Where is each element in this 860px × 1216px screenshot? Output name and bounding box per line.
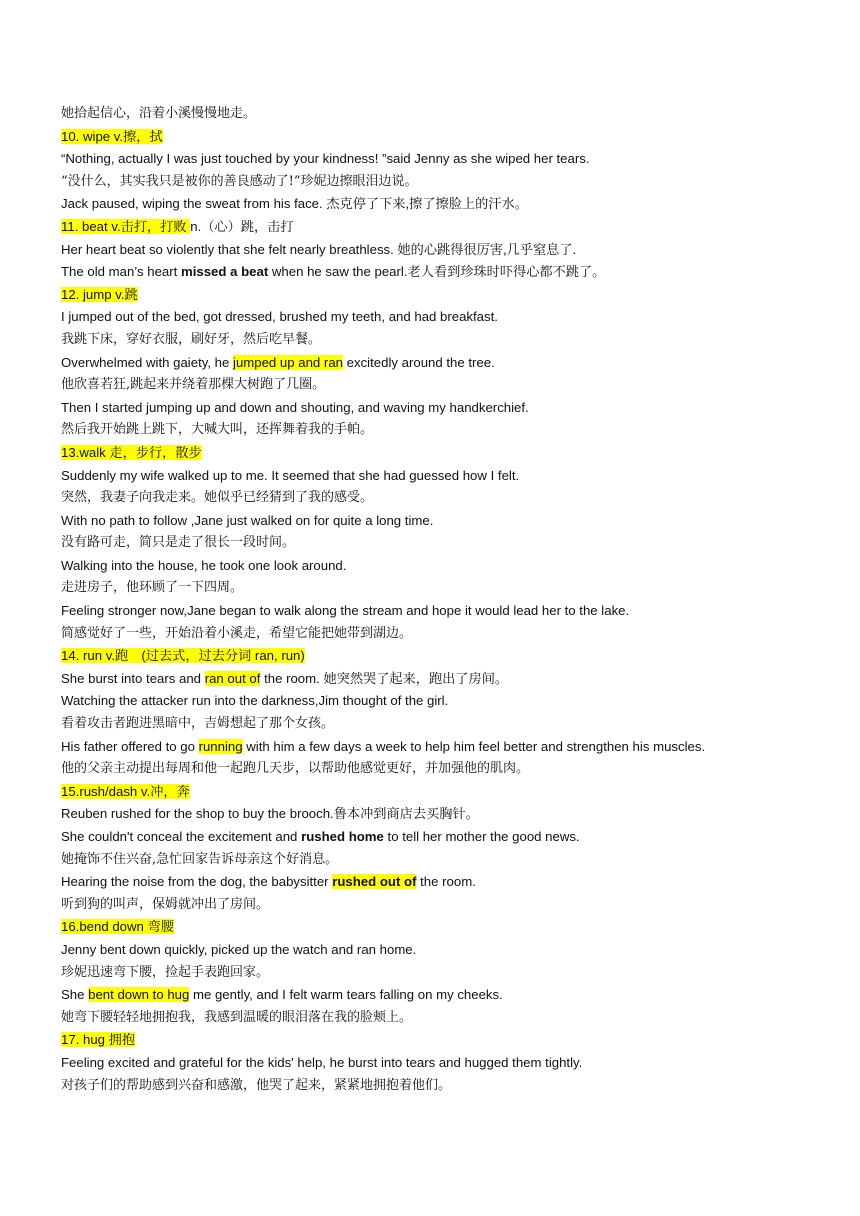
text-run: Suddenly my wife walked up to me. It seemed that she had guessed how I felt. xyxy=(61,467,520,483)
text-line xyxy=(61,510,851,533)
text-line xyxy=(61,668,851,691)
text-run: 她掩饰不住兴奋,急忙回家告诉母亲这个好消息。 xyxy=(61,851,339,867)
text-run: “没什么，其实我只是被你的善良感动了!”珍妮边擦眼泪边说。 xyxy=(61,173,418,189)
text-run: Watching the attacker run into the darkness,Jim thought of the girl. xyxy=(61,693,449,709)
text-run: She couldn't conceal the excitement and xyxy=(61,829,302,844)
text-run: n.（心）跳，击打 xyxy=(190,218,294,234)
text-line xyxy=(61,487,851,510)
text-line xyxy=(61,962,851,985)
highlighted-text: 12. jump v.跳 xyxy=(61,286,138,302)
text-run: Overwhelmed with gaiety, he xyxy=(61,354,234,370)
text-line xyxy=(61,532,851,555)
text-run: Feeling excited and grateful for the kids' help, he burst into tears and hugged them tightly. xyxy=(61,1054,583,1070)
text-line xyxy=(61,984,851,1007)
text-run: 他欣喜若狂,跳起来并绕着那棵大树跑了几圈。 xyxy=(61,377,326,393)
text-line xyxy=(61,1075,851,1098)
highlighted-text: 14. run v.跑 (过去式，过去分词 ran, run) xyxy=(61,648,305,664)
text-line xyxy=(61,1052,851,1075)
text-line xyxy=(61,216,851,239)
text-line xyxy=(61,623,851,646)
text-line xyxy=(61,894,851,917)
text-line xyxy=(61,419,851,442)
text-line xyxy=(61,736,851,759)
text-line xyxy=(61,261,851,284)
text-line xyxy=(61,239,851,262)
text-run: 听到狗的叫声，保姆就冲出了房间。 xyxy=(61,896,270,912)
bold-text: rushed home xyxy=(301,829,384,844)
text-run: Her heart beat so violently that she felt nearly breathless. 她的心跳得很厉害,几乎窒息了. xyxy=(61,241,577,257)
text-run: Reuben rushed for the shop to buy the brooch.鲁本冲到商店去买胸针。 xyxy=(61,806,479,822)
text-line xyxy=(61,103,851,126)
text-line xyxy=(61,1007,851,1030)
highlighted-text: 16.bend down 弯腰 xyxy=(61,919,174,935)
text-run: The old man’s heart xyxy=(61,264,181,280)
text-run: 简感觉好了一些，开始沿着小溪走，希望它能把她带到湖边。 xyxy=(61,625,413,641)
highlighted-text: 13.walk 走，步行，散步 xyxy=(61,444,202,460)
text-line xyxy=(61,555,851,578)
text-line xyxy=(61,352,851,375)
text-run: with him a few days a week to help him feel better and strengthen his muscles. xyxy=(242,738,706,754)
text-line xyxy=(61,826,851,849)
section-heading xyxy=(61,126,851,149)
highlighted-text: 17. hug 拥抱 xyxy=(61,1032,136,1048)
text-run: “Nothing, actually I was just touched by your kindness! ”said Jenny as she wiped her tears. xyxy=(61,151,590,167)
section-heading xyxy=(61,1029,851,1052)
section-heading xyxy=(61,442,851,465)
highlighted-text: ran out of xyxy=(204,670,261,686)
highlighted-text: jumped up and ran xyxy=(233,354,343,370)
text-line xyxy=(61,171,851,194)
document-page xyxy=(61,103,851,1097)
text-run: Jenny bent down quickly, picked up the watch and ran home. xyxy=(61,941,417,957)
text-run: the room. xyxy=(416,874,476,890)
text-line xyxy=(61,306,851,329)
text-run: 突然，我妻子向我走来。她似乎已经猜到了我的感受。 xyxy=(61,490,374,506)
text-line xyxy=(61,329,851,352)
text-line xyxy=(61,397,851,420)
text-run: With no path to follow ,Jane just walked on for quite a long time. xyxy=(61,512,434,528)
text-run: 她弯下腰轻轻地拥抱我，我感到温暖的眼泪落在我的脸颊上。 xyxy=(61,1009,413,1025)
section-heading xyxy=(61,781,851,804)
highlighted-text: 11. beat v.击打，打败 xyxy=(61,218,191,234)
text-run: excitedly around the tree. xyxy=(343,354,495,370)
text-line xyxy=(61,871,851,894)
text-run: Jack paused, wiping the sweat from his face. 杰克停了下来,擦了擦脸上的汗水。 xyxy=(61,196,528,212)
text-line xyxy=(61,600,851,623)
text-run: His father offered to go xyxy=(61,738,199,754)
text-run: when he saw the pearl.老人看到珍珠时吓得心都不跳了。 xyxy=(268,264,606,280)
text-run: 没有路可走，简只是走了很长一段时间。 xyxy=(61,535,296,551)
section-heading xyxy=(61,645,851,668)
text-line xyxy=(61,374,851,397)
text-run: 对孩子们的帮助感到兴奋和感激，他哭了起来，紧紧地拥抱着他们。 xyxy=(61,1077,452,1093)
text-line xyxy=(61,939,851,962)
highlighted-text: bent down to hug xyxy=(88,987,190,1003)
bold-text: missed a beat xyxy=(180,264,269,280)
highlighted-text: running xyxy=(198,738,243,754)
text-run: Hearing the noise from the dog, the babysitter xyxy=(61,874,333,890)
text-line xyxy=(61,758,851,781)
text-line xyxy=(61,803,851,826)
highlighted-text: 10. wipe v.擦，拭 xyxy=(61,128,163,144)
text-run: 走进房子，他环顾了一下四周。 xyxy=(61,580,244,596)
text-line xyxy=(61,465,851,488)
highlighted-text: 15.rush/dash v.冲，奔 xyxy=(61,783,190,799)
text-line xyxy=(61,577,851,600)
text-line xyxy=(61,713,851,736)
text-run: to tell her mother the good news. xyxy=(383,829,580,844)
text-run: 然后我开始跳上跳下，大喊大叫，还挥舞着我的手帕。 xyxy=(61,422,374,438)
text-run: Feeling stronger now,Jane began to walk along the stream and hope it would lead her to the lake. xyxy=(61,603,630,619)
text-run: 她拾起信心，沿着小溪慢慢地走。 xyxy=(61,106,257,121)
text-line xyxy=(61,193,851,216)
text-run: I jumped out of the bed, got dressed, brushed my teeth, and had breakfast. xyxy=(61,309,498,325)
highlighted-text: rushed out of xyxy=(332,874,417,890)
text-run: She xyxy=(61,987,89,1003)
section-heading xyxy=(61,284,851,307)
text-run: Then I started jumping up and down and shouting, and waving my handkerchief. xyxy=(61,399,529,415)
text-run: Walking into the house, he took one look around. xyxy=(61,557,347,573)
text-run: She burst into tears and xyxy=(61,670,205,686)
text-run: 我跳下床，穿好衣服，刷好牙，然后吃早餐。 xyxy=(61,331,322,347)
text-line xyxy=(61,690,851,713)
text-line xyxy=(61,849,851,872)
text-line xyxy=(61,148,851,171)
text-run: 他的父亲主动提出每周和他一起跑几天步，以帮助他感觉更好，并加强他的肌肉。 xyxy=(61,761,530,777)
text-run: 珍妮迅速弯下腰，捡起手表跑回家。 xyxy=(61,964,270,980)
text-run: me gently, and I felt warm tears falling on my cheeks. xyxy=(189,987,503,1003)
section-heading xyxy=(61,916,851,939)
text-run: the room. 她突然哭了起来，跑出了房间。 xyxy=(260,670,509,686)
text-run: 看着攻击者跑进黑暗中，吉姆想起了那个女孩。 xyxy=(61,716,335,732)
